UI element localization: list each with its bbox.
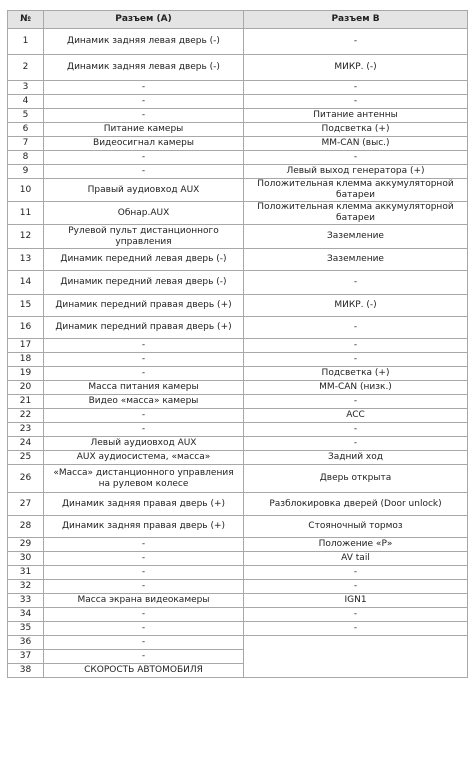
table-row xyxy=(8,538,468,552)
connector-a-cell: - xyxy=(44,622,244,636)
header-number: № xyxy=(8,11,44,29)
connector-b-cell: Левый выход генератора (+) xyxy=(244,165,468,179)
table-row xyxy=(8,165,468,179)
pin-number: 33 xyxy=(8,594,44,608)
connector-b-cell: Разблокировка дверей (Door unlock) xyxy=(244,493,468,516)
connector-a-cell: Питание камеры xyxy=(44,123,244,137)
connector-a-cell: - xyxy=(44,538,244,552)
connector-a-cell: - xyxy=(44,367,244,381)
connector-a-cell: Динамик передний правая дверь (+) xyxy=(44,317,244,339)
connector-a-cell: - xyxy=(44,608,244,622)
connector-a-cell: Динамик передний левая дверь (-) xyxy=(44,249,244,271)
connector-a-cell: - xyxy=(44,566,244,580)
connector-b-cell: - xyxy=(244,423,468,437)
connector-b-cell: - xyxy=(244,622,468,636)
pin-number: 34 xyxy=(8,608,44,622)
pin-number: 38 xyxy=(8,664,44,678)
connector-b-cell: - xyxy=(244,81,468,95)
pin-number: 21 xyxy=(8,395,44,409)
connector-b-cell: - xyxy=(244,353,468,367)
table-row xyxy=(8,95,468,109)
header-connector-b: Разъем B xyxy=(244,11,468,29)
connector-a-cell: Динамик задняя правая дверь (+) xyxy=(44,516,244,538)
pin-number: 3 xyxy=(8,81,44,95)
connector-b-cell: - xyxy=(244,395,468,409)
pin-number: 8 xyxy=(8,151,44,165)
pin-number: 30 xyxy=(8,552,44,566)
table-row xyxy=(8,29,468,55)
table-row xyxy=(8,608,468,622)
pin-number: 4 xyxy=(8,95,44,109)
connector-b-cell: - xyxy=(244,317,468,339)
pin-number: 14 xyxy=(8,271,44,295)
connector-a-cell: Левый аудиовход AUX xyxy=(44,437,244,451)
table-row xyxy=(8,271,468,295)
pin-number: 24 xyxy=(8,437,44,451)
table-row xyxy=(8,249,468,271)
table-row xyxy=(8,339,468,353)
connector-b-cell: MM-CAN (низк.) xyxy=(244,381,468,395)
connector-b-cell: МИКР. (-) xyxy=(244,55,468,81)
table-row xyxy=(8,353,468,367)
connector-b-cell: Положение «P» xyxy=(244,538,468,552)
pin-number: 19 xyxy=(8,367,44,381)
pin-number: 22 xyxy=(8,409,44,423)
connector-b-cell: Задний ход xyxy=(244,451,468,465)
table-row xyxy=(8,179,468,202)
pin-number: 25 xyxy=(8,451,44,465)
connector-a-cell: Видеосигнал камеры xyxy=(44,137,244,151)
table-row xyxy=(8,580,468,594)
connector-b-cell: IGN1 xyxy=(244,594,468,608)
connector-b-cell: МИКР. (-) xyxy=(244,295,468,317)
connector-a-cell: - xyxy=(44,650,244,664)
connector-b-cell: Положительная клемма аккумуляторной батареи xyxy=(244,179,468,202)
connector-b-cell: - xyxy=(244,271,468,295)
table-row xyxy=(8,594,468,608)
connector-a-cell: Динамик задняя левая дверь (-) xyxy=(44,29,244,55)
pin-number: 29 xyxy=(8,538,44,552)
connector-b-cell: - xyxy=(244,151,468,165)
table-row xyxy=(8,151,468,165)
pin-number: 36 xyxy=(8,636,44,650)
table-row xyxy=(8,202,468,225)
pin-number: 16 xyxy=(8,317,44,339)
table-row xyxy=(8,55,468,81)
pin-number: 18 xyxy=(8,353,44,367)
table-row xyxy=(8,423,468,437)
table-row xyxy=(8,137,468,151)
pin-number: 6 xyxy=(8,123,44,137)
connector-a-cell: - xyxy=(44,109,244,123)
table-row xyxy=(8,516,468,538)
connector-a-cell: Динамик передний левая дверь (-) xyxy=(44,271,244,295)
table-row xyxy=(8,367,468,381)
connector-a-cell: - xyxy=(44,636,244,650)
connector-a-cell: Масса питания камеры xyxy=(44,381,244,395)
connector-b-cell: - xyxy=(244,95,468,109)
table-row xyxy=(8,225,468,249)
connector-a-cell: Правый аудиовход AUX xyxy=(44,179,244,202)
table-row xyxy=(8,123,468,137)
connector-b-cell: Подсветка (+) xyxy=(244,367,468,381)
table-row xyxy=(8,566,468,580)
pin-number: 35 xyxy=(8,622,44,636)
connector-b-cell: Питание антенны xyxy=(244,109,468,123)
connector-a-cell: - xyxy=(44,409,244,423)
connector-b-cell: Стояночный тормоз xyxy=(244,516,468,538)
connector-a-cell: - xyxy=(44,353,244,367)
connector-a-cell: - xyxy=(44,552,244,566)
pin-number: 2 xyxy=(8,55,44,81)
connector-a-cell: Обнар.AUX xyxy=(44,202,244,225)
table-row xyxy=(8,395,468,409)
connector-b-cell: - xyxy=(244,29,468,55)
connector-b-cell: - xyxy=(244,580,468,594)
connector-a-cell: Динамик задняя правая дверь (+) xyxy=(44,493,244,516)
pin-number: 31 xyxy=(8,566,44,580)
pin-number: 28 xyxy=(8,516,44,538)
connector-b-cell: Заземление xyxy=(244,249,468,271)
pin-number: 5 xyxy=(8,109,44,123)
connector-a-cell: Динамик передний правая дверь (+) xyxy=(44,295,244,317)
table-row xyxy=(8,109,468,123)
table-row xyxy=(8,295,468,317)
table-row xyxy=(8,409,468,423)
connector-b-cell: - xyxy=(244,437,468,451)
connector-b-cell: Заземление xyxy=(244,225,468,249)
pin-number: 32 xyxy=(8,580,44,594)
connector-b-cell: Дверь открыта xyxy=(244,465,468,493)
connector-a-cell: - xyxy=(44,151,244,165)
table-row xyxy=(8,465,468,493)
pin-number: 11 xyxy=(8,202,44,225)
connector-a-cell: Видео «масса» камеры xyxy=(44,395,244,409)
connector-a-cell: Рулевой пульт дистанционного управления xyxy=(44,225,244,249)
table-row xyxy=(8,636,468,650)
table-row xyxy=(8,622,468,636)
pin-number: 20 xyxy=(8,381,44,395)
pin-number: 15 xyxy=(8,295,44,317)
table-row xyxy=(8,81,468,95)
pin-number: 12 xyxy=(8,225,44,249)
connector-a-cell: - xyxy=(44,95,244,109)
table-row xyxy=(8,493,468,516)
connector-a-cell: - xyxy=(44,580,244,594)
pin-number: 7 xyxy=(8,137,44,151)
connector-b-cell: AV tail xyxy=(244,552,468,566)
connector-b-cell: Подсветка (+) xyxy=(244,123,468,137)
connector-b-cell: ACC xyxy=(244,409,468,423)
pin-number: 9 xyxy=(8,165,44,179)
connector-a-cell: Масса экрана видеокамеры xyxy=(44,594,244,608)
table-row xyxy=(8,317,468,339)
connector-b-cell: - xyxy=(244,566,468,580)
pinout-table xyxy=(7,10,468,678)
connector-a-cell: Динамик задняя левая дверь (-) xyxy=(44,55,244,81)
pin-number: 37 xyxy=(8,650,44,664)
header-connector-a: Разъем (A) xyxy=(44,11,244,29)
pin-number: 10 xyxy=(8,179,44,202)
table-row xyxy=(8,437,468,451)
pin-number: 17 xyxy=(8,339,44,353)
connector-b-cell: - xyxy=(244,608,468,622)
pin-number: 26 xyxy=(8,465,44,493)
connector-a-cell: - xyxy=(44,81,244,95)
connector-a-cell: «Масса» дистанционного управления на рулевом колесе xyxy=(44,465,244,493)
table-row xyxy=(8,451,468,465)
connector-b-cell: - xyxy=(244,339,468,353)
connector-a-cell: - xyxy=(44,165,244,179)
pin-number: 27 xyxy=(8,493,44,516)
connector-b-cell: Положительная клемма аккумуляторной батареи xyxy=(244,202,468,225)
connector-a-cell: - xyxy=(44,339,244,353)
connector-a-cell: СКОРОСТЬ АВТОМОБИЛЯ xyxy=(44,664,244,678)
pin-number: 13 xyxy=(8,249,44,271)
connector-b-cell: MM-CAN (выс.) xyxy=(244,137,468,151)
table-row xyxy=(8,381,468,395)
pin-number: 1 xyxy=(8,29,44,55)
connector-a-cell: - xyxy=(44,423,244,437)
connector-a-cell: AUX аудиосистема, «масса» xyxy=(44,451,244,465)
header-row xyxy=(8,11,468,29)
connector-b-empty-cell xyxy=(244,636,468,678)
table-row xyxy=(8,552,468,566)
pin-number: 23 xyxy=(8,423,44,437)
